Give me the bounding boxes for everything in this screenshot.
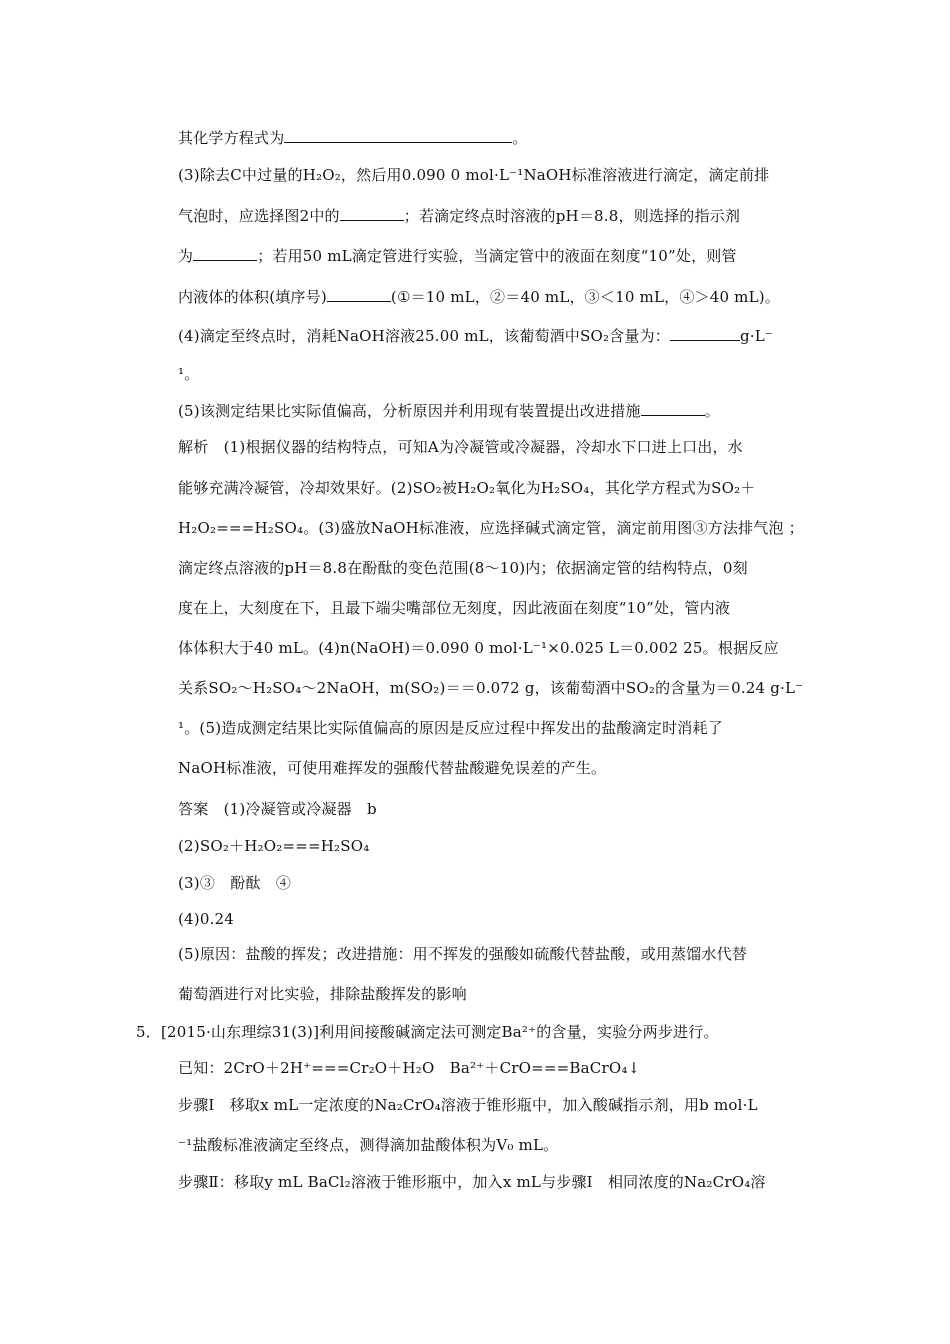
- text-segment: 。: [512, 129, 528, 147]
- analysis-line: ¹。(5)造成测定结果比实际值偏高的原因是反应过程中挥发出的盐酸滴定时消耗了: [178, 719, 723, 737]
- question-line: ⁻¹盐酸标准液滴定至终点，测得滴加盐酸体积为V₀ mL。: [178, 1136, 559, 1154]
- answer-line: (5)原因：盐酸的挥发；改进措施：用不挥发的强酸如硫酸代替盐酸，或用蒸馏水代替: [178, 945, 748, 963]
- text-segment: ；若用50 mL滴定管进行实验，当滴定管中的液面在刻度“10”处，则管: [257, 247, 737, 265]
- text-segment: ；若滴定终点时溶液的pH＝8.8，则选择的指示剂: [403, 207, 741, 225]
- answer-line: 答案 (1)冷凝管或冷凝器 b: [178, 800, 377, 818]
- answer-line: (3)③ 酚酞 ④: [178, 874, 292, 892]
- text-line: [178, 246, 818, 266]
- text-segment: (①＝10 mL，②＝40 mL，③＜10 mL，④＞40 mL)。: [390, 288, 781, 306]
- answer-blank: [670, 326, 740, 341]
- analysis-line: 解析 (1)根据仪器的结构特点，可知A为冷凝管或冷凝器，冷却水下口进上口出，水: [178, 438, 743, 456]
- answer-blank: [327, 287, 391, 302]
- analysis-line: 关系SO₂～H₂SO₄～2NaOH，m(SO₂)＝＝0.072 g，该葡萄酒中SO₂的含量为＝0.24 g·L⁻: [178, 679, 804, 697]
- text-segment: (4)滴定至终点时，消耗NaOH溶液25.00 mL，该葡萄酒中SO₂含量为：: [178, 327, 670, 345]
- text-segment: 气泡时，应选择图2中的: [178, 207, 340, 225]
- analysis-line: 能够充满冷凝管，冷却效果好。(2)SO₂被H₂O₂氧化为H₂SO₄，其化学方程式为SO₂＋: [178, 479, 756, 497]
- text-segment: 内液体的体积(填序号): [178, 288, 327, 306]
- text-segment: 为: [178, 247, 194, 265]
- answer-line: (4)0.24: [178, 910, 235, 928]
- question-line: 步骤Ⅱ：移取y mL BaCl₂溶液于锥形瓶中，加入x mL与步骤Ⅰ 相同浓度的Na₂CrO₄溶: [178, 1173, 766, 1191]
- answer-blank: [340, 206, 404, 221]
- answer-blank: [193, 246, 257, 261]
- answer-line: (2)SO₂＋H₂O₂===H₂SO₄: [178, 837, 370, 855]
- text-line: [178, 326, 818, 346]
- text-line: [178, 206, 818, 226]
- text-segment: 其化学方程式为: [178, 129, 285, 147]
- text-line: [178, 287, 818, 307]
- text-segment: 。: [704, 402, 720, 420]
- text-line: ¹。: [178, 365, 200, 383]
- analysis-line: 体体积大于40 mL。(4)n(NaOH)＝0.090 0 mol·L⁻¹×0.025 L＝0.002 25。根据反应: [178, 639, 779, 657]
- question-line: 步骤Ⅰ 移取x mL一定浓度的Na₂CrO₄溶液于锥形瓶中，加入酸碱指示剂，用b mol·L: [178, 1096, 758, 1114]
- text-line: [178, 401, 818, 421]
- answer-line: 葡萄酒进行对比实验，排除盐酸挥发的影响: [178, 985, 467, 1003]
- analysis-line: H₂O₂===H₂SO₄。(3)盛放NaOH标准液，应选择碱式滴定管，滴定前用图③方法排气泡 ；: [178, 519, 804, 537]
- text-segment: (5)该测定结果比实际值偏高，分析原因并利用现有装置提出改进措施: [178, 402, 641, 420]
- text-line: [178, 128, 818, 148]
- question-title: 5．[2015·山东理综31(3)]利用间接酸碱滴定法可测定Ba²⁺的含量，实验分两步进行。: [136, 1023, 719, 1041]
- analysis-line: 滴定终点溶液的pH＝8.8在酚酞的变色范围(8～10)内；依据滴定管的结构特点，0刻: [178, 559, 748, 577]
- answer-blank: [641, 401, 705, 416]
- text-line: (3)除去C中过量的H₂O₂，然后用0.090 0 mol·L⁻¹NaOH标准溶液进行滴定，滴定前排: [178, 166, 770, 184]
- text-segment: g·L⁻: [739, 327, 774, 345]
- question-line: 已知：2CrO＋2H⁺===Cr₂O＋H₂O Ba²⁺＋CrO===BaCrO₄↓: [178, 1059, 641, 1077]
- analysis-line: 度在上，大刻度在下，且最下端尖嘴部位无刻度，因此液面在刻度“10”处，管内液: [178, 599, 731, 617]
- analysis-line: NaOH标准液，可使用难挥发的强酸代替盐酸避免误差的产生。: [178, 759, 607, 777]
- answer-blank: [284, 128, 512, 143]
